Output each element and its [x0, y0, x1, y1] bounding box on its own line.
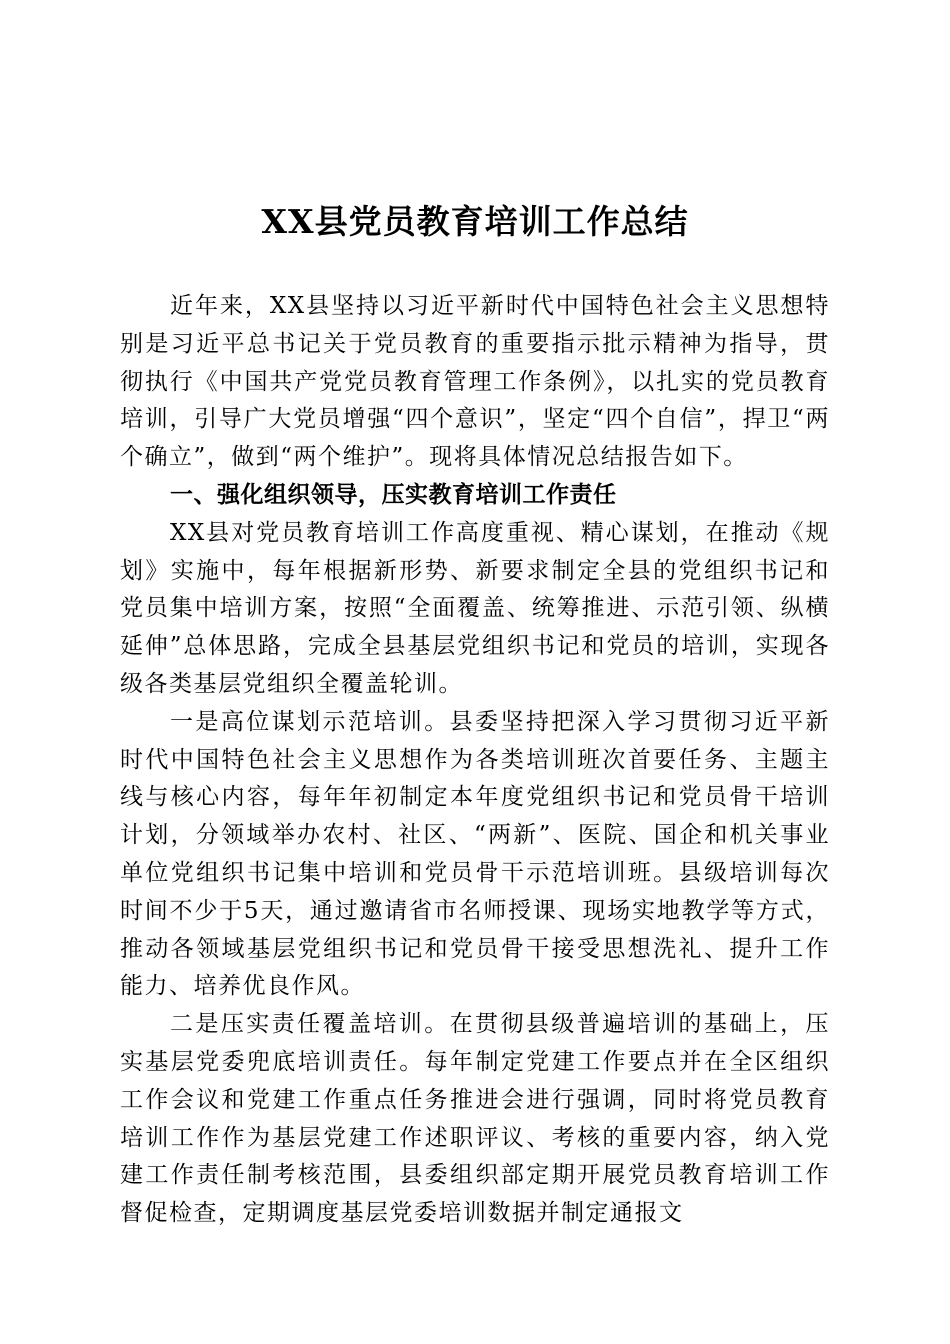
- intro-paragraph: 近年来，XX县坚持以习近平新时代中国特色社会主义思想特别是习近平总书记关于党员教育的重要指示批示精神为指导，贯彻执行《中国共产党党员教育管理工作条例》，以扎实的党员教育培训，引导广大党员增强“四个意识”，坚定“四个自信”，捍卫“两个确立”，做到“两个维护”。现将具体情况总结报告如下。: [120, 293, 830, 471]
- document-body: [120, 288, 830, 1233]
- section-paragraph: 二是压实责任覆盖培训。在贯彻县级普遍培训的基础上，压实基层党委兜底培训责任。每年制定党建工作要点并在全区组织工作会议和党建工作重点任务推进会进行强调，同时将党员教育培训工作作为基层党建工作述职评议、考核的重要内容，纳入党建工作责任制考核范围，县委组织部定期开展党员教育培训工作督促检查，定期调度基层党委培训数据并制定通报文: [120, 1011, 830, 1227]
- document-title: XX县党员教育培训工作总结: [261, 202, 689, 241]
- section-paragraph: XX县对党员教育培训工作高度重视、精心谋划，在推动《规划》实施中，每年根据新形势、新要求制定全县的党组织书记和党员集中培训方案，按照“全面覆盖、统筹推进、示范引领、纵横延伸”总体思路，完成全县基层党组织书记和党员的培训，实现各级各类基层党组织全覆盖轮训。: [120, 519, 830, 697]
- section-paragraph: 一是高位谋划示范培训。县委坚持把深入学习贯彻习近平新时代中国特色社会主义思想作为各类培训班次首要任务、主题主线与核心内容，每年年初制定本年度党组织书记和党员骨干培训计划，分领域举办农村、社区、“两新”、医院、国企和机关事业单位党组织书记集中培训和党员骨干示范培训班。县级培训每次时间不少于5天，通过邀请省市名师授课、现场实地教学等方式，推动各领域基层党组织书记和党员骨干接受思想洗礼、提升工作能力、培养优良作风。: [120, 708, 830, 1000]
- section-heading: 一、强化组织领导，压实教育培训工作责任: [170, 481, 617, 508]
